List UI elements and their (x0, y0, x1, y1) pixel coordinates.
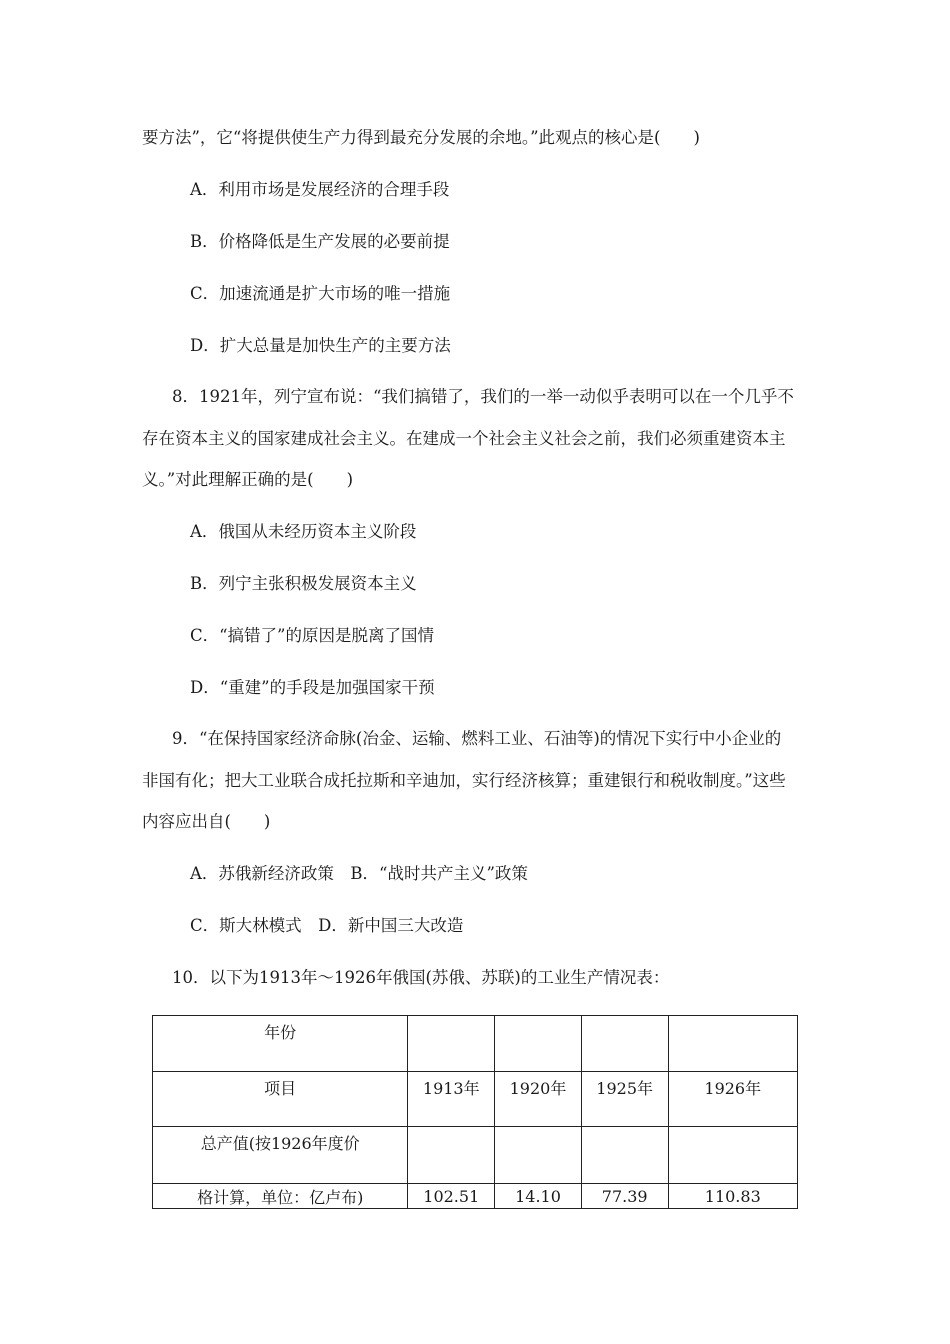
header-year-label: 年份 (264, 1023, 297, 1042)
table-row (153, 1127, 798, 1184)
q7-option-a: A．利用市场是发展经济的合理手段 (190, 180, 450, 199)
year-label: 1926年 (704, 1079, 762, 1098)
year-cell (668, 1072, 797, 1127)
header-year-cell (153, 1016, 408, 1072)
row-label-cell (153, 1184, 408, 1209)
q7-stem-tail: 要方法”，它“将提供使生产力得到最充分发展的余地。”此观点的核心是( ) (142, 128, 700, 147)
row-label-cell (153, 1127, 408, 1184)
row-label-line-1: 总产值(按1926年度价 (200, 1134, 360, 1153)
year-cell (408, 1072, 495, 1127)
industrial-production-table (152, 1015, 798, 1209)
year-label: 1913年 (422, 1079, 480, 1098)
empty-cell (581, 1016, 668, 1072)
q9-stem-line-2: 非国有化；把大工业联合成托拉斯和辛迪加，实行经济核算；重建银行和税收制度。”这些 (142, 771, 786, 790)
empty-cell (408, 1016, 495, 1072)
year-label: 1925年 (596, 1079, 654, 1098)
value-1925: 77.39 (601, 1186, 648, 1206)
value-1913: 102.51 (423, 1186, 480, 1206)
year-cell (495, 1072, 582, 1127)
empty-cell (668, 1016, 797, 1072)
q7-option-b: B．价格降低是生产发展的必要前提 (190, 232, 450, 251)
q8-stem-line-2: 存在资本主义的国家建成社会主义。在建成一个社会主义社会之前，我们必须重建资本主 (142, 429, 786, 448)
table-row (153, 1184, 798, 1209)
row-label-line-2: 格计算，单位：亿卢布) (197, 1187, 364, 1207)
value-cell (581, 1184, 668, 1209)
q8-stem-line-3: 义。”对此理解正确的是( ) (142, 470, 354, 489)
q9-stem-line-3: 内容应出自( ) (142, 812, 271, 831)
year-label: 1920年 (509, 1079, 567, 1098)
q9-options-ab: A．苏俄新经济政策 B．“战时共产主义”政策 (190, 864, 528, 883)
table-row (153, 1072, 798, 1127)
header-item-cell (153, 1072, 408, 1127)
q9-stem-line-1: 9．“在保持国家经济命脉(冶金、运输、燃料工业、石油等)的情况下实行中小企业的 (172, 729, 782, 748)
q8-option-d: D．“重建”的手段是加强国家干预 (190, 678, 435, 697)
q8-stem-line-1: 8．1921年，列宁宣布说：“我们搞错了，我们的一举一动似乎表明可以在一个几乎不 (172, 387, 794, 406)
year-cell (581, 1072, 668, 1127)
value-1926: 110.83 (704, 1186, 761, 1206)
empty-cell (581, 1127, 668, 1184)
value-cell (495, 1184, 582, 1209)
header-item-label: 项目 (264, 1079, 297, 1098)
table-row (153, 1016, 798, 1072)
empty-cell (408, 1127, 495, 1184)
empty-cell (668, 1127, 797, 1184)
q8-option-a: A．俄国从未经历资本主义阶段 (190, 522, 417, 541)
q9-options-cd: C．斯大林模式 D．新中国三大改造 (190, 916, 464, 935)
q10-stem: 10．以下为1913年～1926年俄国(苏俄、苏联)的工业生产情况表： (172, 968, 670, 987)
empty-cell (495, 1016, 582, 1072)
empty-cell (495, 1127, 582, 1184)
q7-option-d: D．扩大总量是加快生产的主要方法 (190, 336, 451, 355)
value-cell (668, 1184, 797, 1209)
q7-option-c: C．加速流通是扩大市场的唯一措施 (190, 284, 451, 303)
value-cell (408, 1184, 495, 1209)
q8-option-b: B．列宁主张积极发展资本主义 (190, 574, 417, 593)
q8-option-c: C．“搞错了”的原因是脱离了国情 (190, 626, 434, 645)
value-1920: 14.10 (515, 1186, 561, 1206)
